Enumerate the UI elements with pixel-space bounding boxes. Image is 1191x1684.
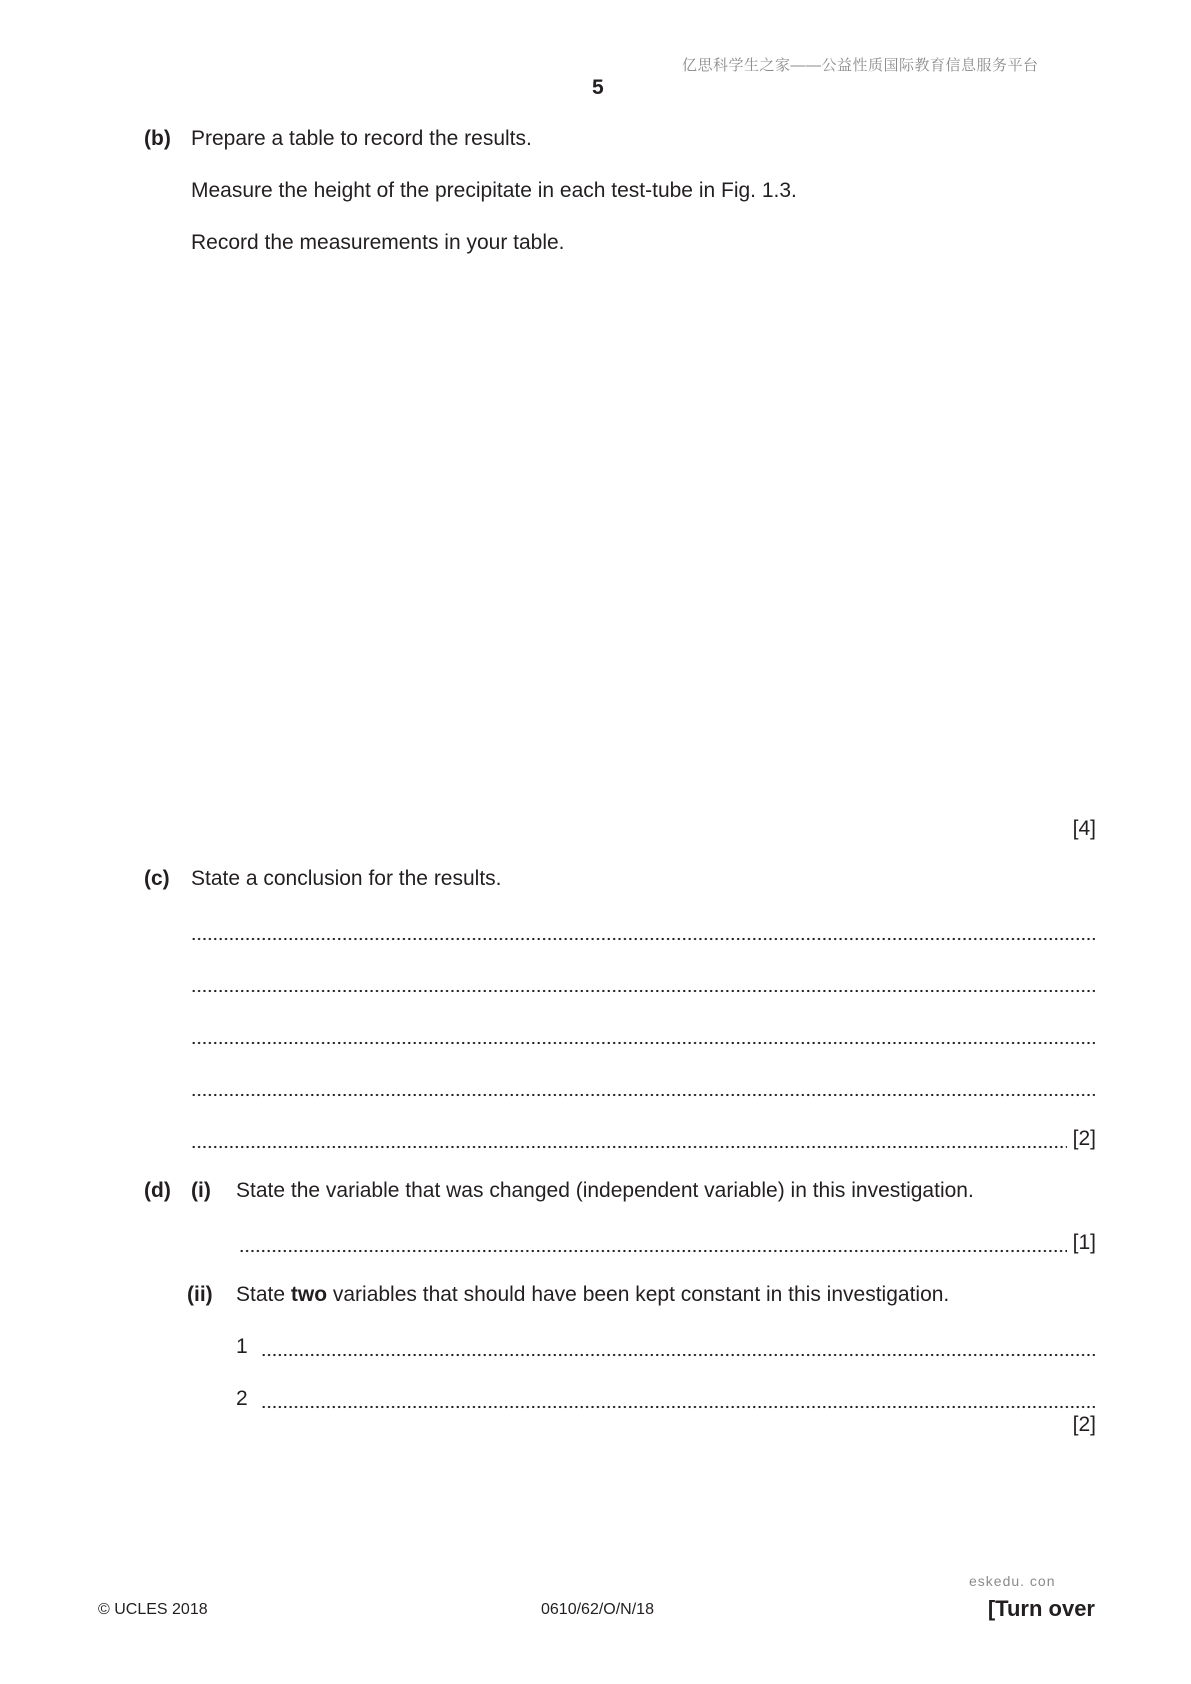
part-d-i-marks: [1] — [1072, 1231, 1096, 1254]
part-b-label: (b) — [144, 127, 171, 150]
part-d-ii-marks: [2] — [1072, 1413, 1096, 1436]
part-d-ii-number-1: 1 — [236, 1335, 248, 1358]
copyright-text: © UCLES 2018 — [98, 1601, 208, 1618]
part-b-instruction-2: Measure the height of the precipitate in each test-tube in Fig. 1.3. — [191, 179, 797, 202]
part-d-ii-label: (ii) — [187, 1283, 213, 1306]
answer-line-d-i[interactable] — [239, 1230, 1067, 1256]
answer-line-c-3[interactable] — [191, 1022, 1095, 1048]
part-b-instruction-3: Record the measurements in your table. — [191, 231, 565, 254]
paper-code: 0610/62/O/N/18 — [541, 1601, 654, 1618]
emphasis-two: two — [290, 1283, 328, 1306]
page-number: 5 — [592, 76, 604, 99]
answer-line-c-4[interactable] — [191, 1074, 1095, 1100]
table-answer-space[interactable] — [191, 275, 1096, 795]
part-c-marks: [2] — [1072, 1127, 1096, 1150]
part-d-ii-prompt: State two variables that should have been kept constant in this investigation. — [236, 1283, 950, 1306]
answer-line-d-ii-1[interactable] — [261, 1334, 1095, 1360]
watermark-text: 亿思科学生之家——公益性质国际教育信息服务平台 — [682, 57, 1039, 74]
site-watermark: eskedu. con — [969, 1573, 1056, 1589]
answer-line-c-1[interactable] — [191, 918, 1095, 944]
part-d-ii-number-2: 2 — [236, 1387, 248, 1410]
part-b-marks: [4] — [1072, 817, 1096, 840]
part-b-instruction-1: Prepare a table to record the results. — [191, 127, 532, 150]
part-d-i-label: (i) — [191, 1179, 211, 1202]
turn-over-label: [Turn over — [987, 1596, 1095, 1621]
answer-line-c-2[interactable] — [191, 970, 1095, 996]
part-c-prompt: State a conclusion for the results. — [191, 867, 502, 890]
part-d-label: (d) — [144, 1179, 171, 1202]
part-d-i-prompt: State the variable that was changed (independent variable) in this investigation. — [236, 1179, 974, 1202]
answer-line-c-5[interactable] — [191, 1126, 1067, 1152]
answer-line-d-ii-2[interactable] — [261, 1386, 1095, 1412]
part-c-label: (c) — [144, 867, 170, 890]
